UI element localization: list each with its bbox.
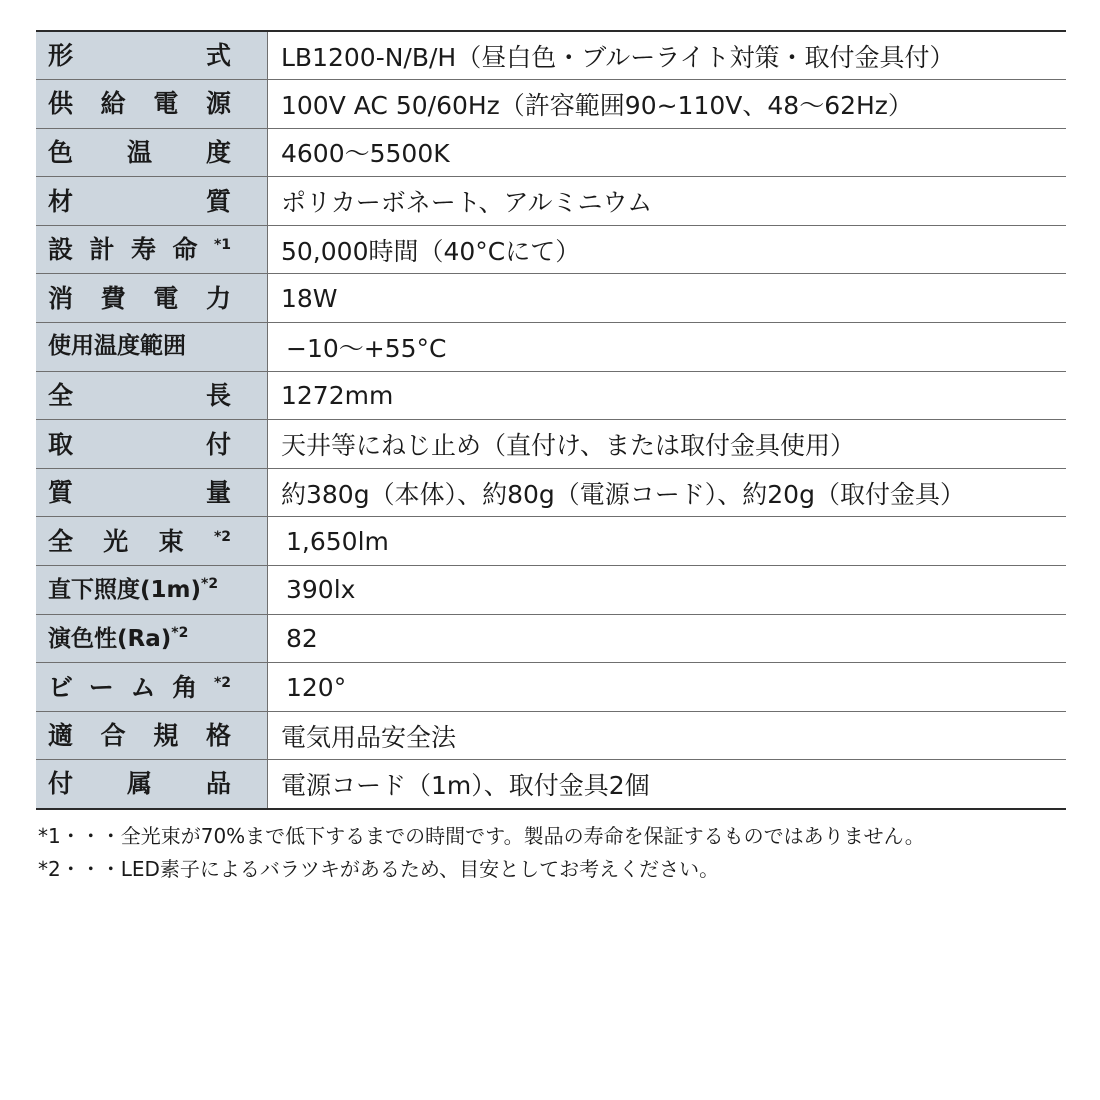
spec-label	[48, 672, 231, 702]
spec-value: −10～+55°C	[268, 323, 1067, 372]
spec-row	[36, 31, 1066, 80]
spec-label-cell	[36, 80, 268, 129]
spec-row	[36, 517, 1066, 566]
footnote-marker: *2	[213, 528, 231, 545]
footnote-marker: *1	[213, 237, 231, 254]
spec-value: 100V AC 50/60Hz（許容範囲90~110V、48～62Hz）	[268, 80, 1067, 129]
spec-value: 120°	[268, 663, 1067, 712]
spec-value: 1272mm	[268, 371, 1067, 420]
spec-label: 使用温度範囲	[48, 333, 186, 360]
spec-value: 電源コード（1m）、取付金具2個	[268, 760, 1067, 809]
spec-row	[36, 371, 1066, 420]
footnote-1: *1・・・全光束が70%まで低下するまでの時間です。製品の寿命を保証するものではありません。	[38, 824, 925, 848]
spec-label: 形 式	[48, 41, 231, 71]
spec-row	[36, 663, 1066, 712]
spec-label-cell	[36, 711, 268, 760]
spec-label-cell	[36, 177, 268, 226]
spec-row	[36, 468, 1066, 517]
spec-label-cell	[36, 274, 268, 323]
footnote-marker: *2	[213, 674, 231, 691]
spec-row	[36, 323, 1066, 372]
footnotes	[38, 820, 1078, 886]
spec-label-text: 演色性(Ra)	[48, 625, 172, 652]
spec-row	[36, 274, 1066, 323]
spec-label-text: 直下照度(1m)	[48, 577, 201, 604]
spec-value: 1,650lm	[268, 517, 1067, 566]
footnote-marker: *2	[201, 576, 219, 593]
spec-label-cell	[36, 614, 268, 663]
spec-row	[36, 420, 1066, 469]
spec-row	[36, 760, 1066, 809]
footnote-2: *2・・・LED素子によるバラツキがあるため、目安としてお考えください。	[38, 857, 720, 881]
spec-label-cell	[36, 566, 268, 615]
spec-table	[36, 30, 1066, 810]
spec-label	[48, 577, 231, 602]
spec-label-cell	[36, 468, 268, 517]
spec-label: 全 長	[48, 380, 231, 410]
spec-value: 電気用品安全法	[268, 711, 1067, 760]
spec-row	[36, 177, 1066, 226]
spec-row	[36, 711, 1066, 760]
spec-value: 4600～5500K	[268, 128, 1067, 177]
spec-value: ポリカーボネート、アルミニウム	[268, 177, 1067, 226]
spec-label-text: 全光束	[48, 526, 214, 556]
spec-row	[36, 128, 1066, 177]
spec-row	[36, 566, 1066, 615]
spec-label-cell	[36, 420, 268, 469]
spec-value: 390lx	[268, 566, 1067, 615]
spec-row	[36, 614, 1066, 663]
spec-label-cell	[36, 663, 268, 712]
spec-label-text: ビーム角	[48, 672, 214, 702]
spec-row	[36, 80, 1066, 129]
spec-label: 色温度	[48, 137, 231, 167]
spec-row	[36, 225, 1066, 274]
spec-value: 82	[268, 614, 1067, 663]
spec-label	[48, 626, 231, 651]
spec-label: 消費電力	[48, 283, 231, 313]
spec-label-text: 設計寿命	[48, 235, 214, 265]
spec-label: 材 質	[48, 186, 231, 216]
spec-label-cell	[36, 760, 268, 809]
spec-label: 適合規格	[48, 721, 231, 751]
spec-label: 付属品	[48, 769, 231, 799]
spec-label	[48, 235, 231, 265]
spec-label-cell	[36, 128, 268, 177]
spec-value: 約380g（本体）、約80g（電源コード）、約20g（取付金具）	[268, 468, 1067, 517]
spec-label	[48, 526, 231, 556]
spec-label: 質 量	[48, 478, 231, 508]
spec-value: 18W	[268, 274, 1067, 323]
spec-value: LB1200-N/B/H（昼白色・ブルーライト対策・取付金具付）	[268, 31, 1067, 80]
spec-label-cell	[36, 517, 268, 566]
spec-label-cell	[36, 323, 268, 372]
spec-label-cell	[36, 225, 268, 274]
spec-label: 取 付	[48, 429, 231, 459]
footnote-marker: *2	[171, 624, 189, 641]
spec-label-cell	[36, 31, 268, 80]
spec-label-cell	[36, 371, 268, 420]
spec-value: 天井等にねじ止め（直付け、または取付金具使用）	[268, 420, 1067, 469]
spec-value: 50,000時間（40°Cにて）	[268, 225, 1067, 274]
spec-label: 供給電源	[48, 89, 231, 119]
